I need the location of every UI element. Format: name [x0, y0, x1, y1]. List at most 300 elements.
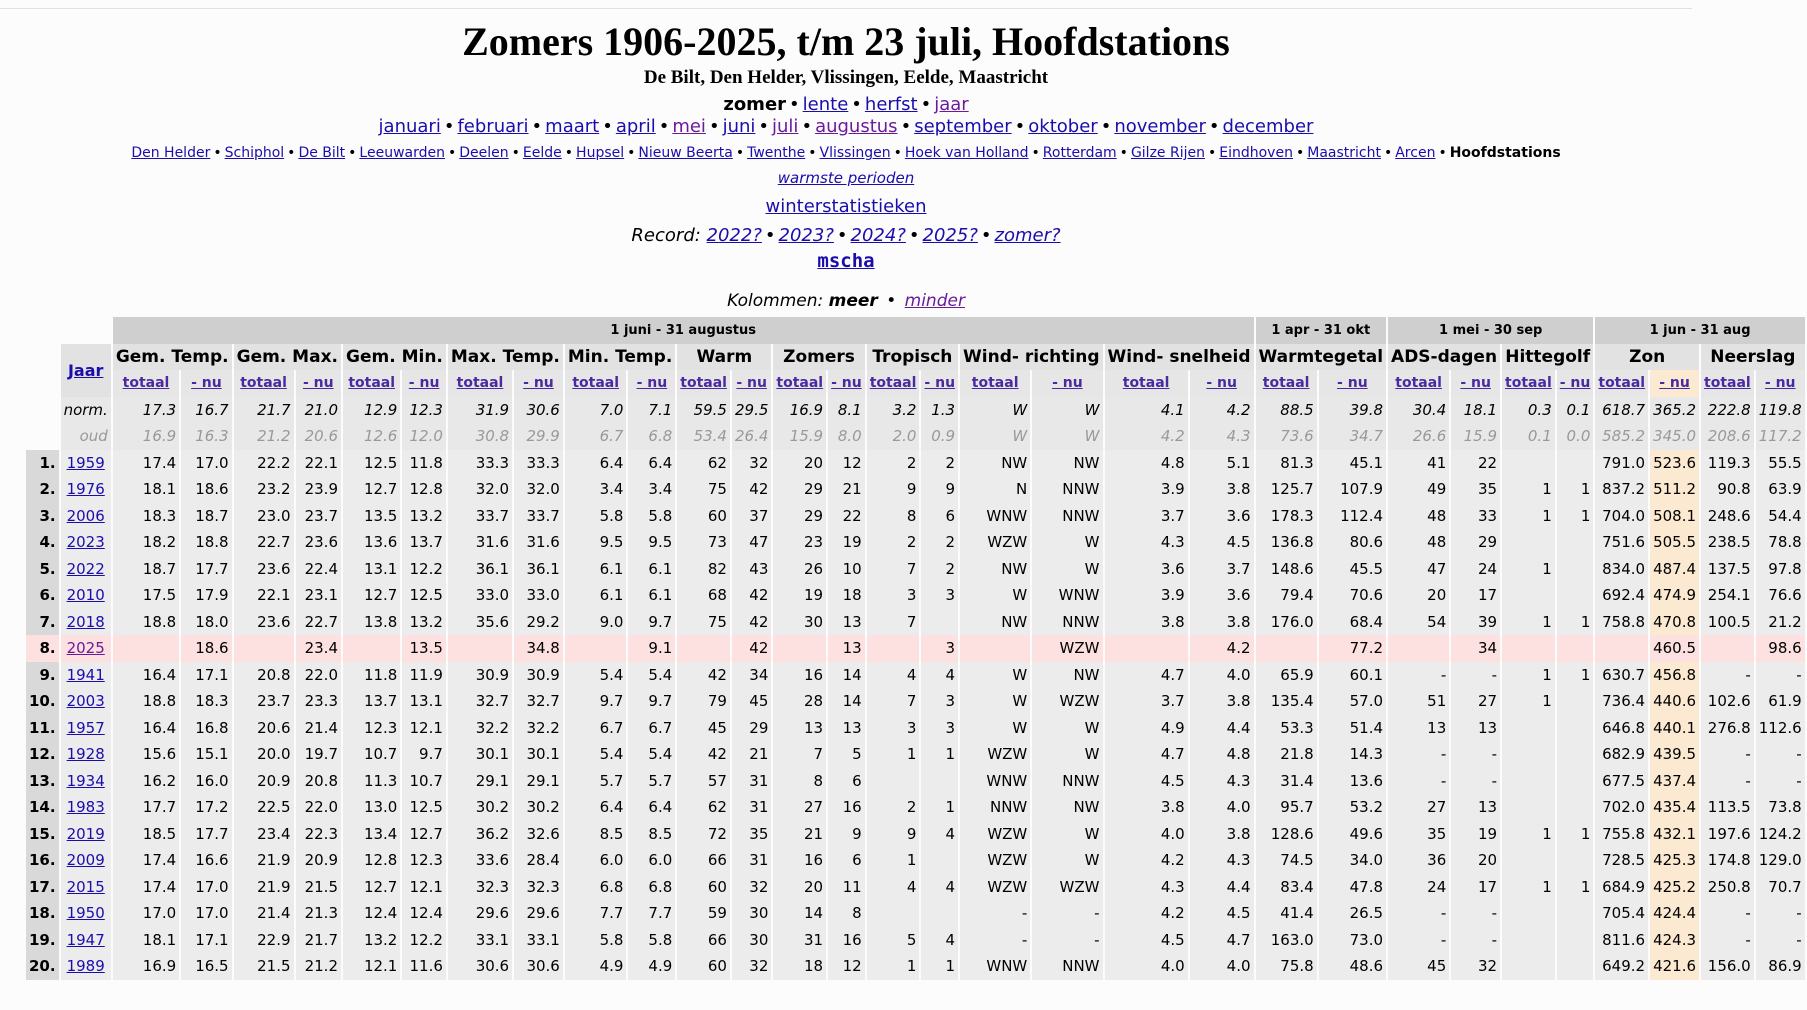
cell: 22.5	[234, 794, 294, 821]
record-link-2023[interactable]: 2023?	[778, 225, 834, 246]
cell	[677, 635, 730, 662]
cell: 4	[921, 821, 958, 848]
cell: 20.0	[234, 741, 294, 768]
cell: 9.5	[565, 529, 627, 556]
cell: 13	[1451, 715, 1500, 742]
cell: 70.6	[1319, 582, 1386, 609]
sort-cell	[343, 370, 400, 397]
cell: 70.7	[1756, 874, 1805, 901]
cell: 6.4	[565, 450, 627, 477]
year-cell	[61, 476, 111, 503]
station-link-hupsel[interactable]: Hupsel	[576, 145, 625, 161]
separator: •	[789, 94, 800, 115]
station-link-deelen[interactable]: Deelen	[459, 145, 509, 161]
cell: 178.3	[1256, 503, 1317, 530]
separator: •	[1383, 145, 1393, 161]
sort-cell	[1190, 370, 1254, 397]
jaar-header[interactable]	[61, 344, 111, 397]
cell: 692.4	[1595, 582, 1648, 609]
season-current-zomer: zomer	[723, 94, 787, 115]
cell: 21	[732, 741, 771, 768]
month-link-september[interactable]: september	[914, 116, 1012, 137]
cell: 32.2	[448, 715, 512, 742]
cell: 13.2	[402, 609, 446, 636]
cell: 12.8	[402, 476, 446, 503]
rank-cell: 12.	[26, 741, 59, 768]
cell: 585.2	[1595, 423, 1648, 450]
sort-tropisch-nu[interactable]: - nu	[924, 375, 956, 392]
cell: 22.7	[234, 529, 294, 556]
sort-warm-nu[interactable]: - nu	[736, 375, 767, 392]
sort-zon-nu[interactable]: - nu	[1659, 375, 1690, 392]
month-link-november[interactable]: november	[1114, 116, 1206, 137]
cell: 30.6	[448, 953, 512, 980]
season-link-lente[interactable]: lente	[802, 94, 849, 115]
cell: 18.8	[181, 529, 231, 556]
cell: 42	[677, 662, 730, 689]
cell: 5.7	[565, 768, 627, 795]
cell: 4.5	[1105, 768, 1188, 795]
station-link-hoek-van-holland[interactable]: Hoek van Holland	[904, 145, 1029, 161]
sort-gem-temp-nu[interactable]: - nu	[191, 375, 222, 392]
separator: •	[627, 145, 636, 161]
record-link-zomer[interactable]: zomer?	[994, 225, 1061, 246]
cell: 86.9	[1756, 953, 1805, 980]
cell: 78.8	[1756, 529, 1805, 556]
cell: 18.6	[181, 635, 231, 662]
cell: 12.7	[343, 582, 400, 609]
cell: 4.5	[1190, 529, 1254, 556]
cell: 23.0	[234, 503, 294, 530]
cell: 2.0	[867, 423, 920, 450]
sort-wind-richting-totaal[interactable]: totaal	[971, 375, 1019, 392]
cell: 45.1	[1319, 450, 1386, 477]
cell: 18.5	[113, 821, 179, 848]
cell	[234, 635, 294, 662]
sort-min-temp-totaal[interactable]: totaal	[572, 375, 620, 392]
year-link-1959[interactable]: 1959	[66, 453, 105, 472]
sort-zomers-nu[interactable]: - nu	[831, 375, 862, 392]
year-link-2022[interactable]: 2022	[66, 559, 105, 578]
cell: 9.7	[402, 741, 446, 768]
cell: 13	[773, 715, 826, 742]
cell	[773, 635, 826, 662]
cell: NW	[960, 450, 1030, 477]
cell: -	[1451, 768, 1500, 795]
sort-neerslag-totaal[interactable]: totaal	[1704, 375, 1751, 392]
cell	[1557, 927, 1594, 954]
table-row	[26, 821, 1805, 848]
year-link-2015[interactable]: 2015	[66, 877, 105, 896]
cell: 22.1	[234, 582, 294, 609]
cell	[921, 847, 958, 874]
sort-hittegolf-nu[interactable]: - nu	[1559, 375, 1591, 392]
cell: 18.8	[113, 688, 179, 715]
table-row	[26, 635, 1805, 662]
cell: 456.8	[1650, 662, 1699, 689]
cell: 197.6	[1701, 821, 1754, 848]
cell: 12.9	[343, 397, 400, 424]
year-cell	[61, 556, 111, 583]
cell	[343, 635, 400, 662]
cell: 7.7	[565, 900, 627, 927]
cell	[1557, 635, 1594, 662]
cell: 11.8	[402, 450, 446, 477]
cell: NNW	[1032, 953, 1102, 980]
separator: •	[801, 116, 813, 137]
year-link-2010[interactable]: 2010	[66, 586, 105, 605]
column-header-warm: Warm	[677, 344, 771, 371]
station-link-maastricht[interactable]: Maastricht	[1307, 145, 1381, 161]
cell: 88.5	[1256, 397, 1317, 424]
cell: 47	[1388, 556, 1449, 583]
cell: 22.0	[296, 662, 341, 689]
cell: 4.0	[1105, 821, 1188, 848]
sort-cell	[402, 370, 446, 397]
cell: 345.0	[1650, 423, 1699, 450]
rank-cell: 3.	[26, 503, 59, 530]
winterstatistieken-link[interactable]: winterstatistieken	[765, 196, 927, 217]
cell: 34.8	[514, 635, 563, 662]
year-link-1957[interactable]: 1957	[66, 718, 105, 737]
cell: 17.7	[181, 821, 231, 848]
month-link-augustus[interactable]: augustus	[815, 116, 898, 137]
cell: 17.9	[181, 582, 231, 609]
cell: 21.5	[296, 874, 341, 901]
sort-cell	[677, 370, 730, 397]
cell: 12	[828, 953, 865, 980]
cell: 18.3	[181, 688, 231, 715]
year-cell	[61, 529, 111, 556]
station-link-den-helder[interactable]: Den Helder	[131, 145, 211, 161]
month-link-maart[interactable]: maart	[545, 116, 600, 137]
sort-hittegolf-totaal[interactable]: totaal	[1505, 375, 1552, 392]
year-link-2019[interactable]: 2019	[66, 824, 105, 843]
cell: 18.1	[1451, 397, 1500, 424]
station-link-eindhoven[interactable]: Eindhoven	[1219, 145, 1293, 161]
year-link-2009[interactable]: 2009	[66, 851, 105, 870]
kolommen-meer: meer	[828, 291, 878, 311]
cell: -	[1388, 768, 1449, 795]
sort-cell	[1650, 370, 1699, 397]
cell: 34	[1451, 635, 1500, 662]
cell: 3.6	[1190, 503, 1254, 530]
cell: 12.5	[402, 794, 446, 821]
station-link-schiphol[interactable]: Schiphol	[224, 145, 285, 161]
table-row	[26, 609, 1805, 636]
cell: 21.0	[296, 397, 341, 424]
cell	[565, 635, 627, 662]
sort-zon-totaal[interactable]: totaal	[1598, 375, 1646, 392]
sort-zomers-totaal[interactable]: totaal	[776, 375, 824, 392]
sort-cell	[867, 370, 920, 397]
cell: 20.6	[296, 423, 341, 450]
cell: 13.1	[402, 688, 446, 715]
cell: W	[1032, 397, 1102, 424]
cell: 1	[1557, 476, 1594, 503]
year-link-1941[interactable]: 1941	[66, 665, 105, 684]
cell: 4.7	[1105, 741, 1188, 768]
year-cell	[61, 900, 111, 927]
sort-max-temp-nu[interactable]: - nu	[523, 375, 554, 392]
cell: 23.9	[296, 476, 341, 503]
sort-min-temp-nu[interactable]: - nu	[636, 375, 668, 392]
cell: 17.0	[181, 874, 231, 901]
station-link-leeuwarden[interactable]: Leeuwarden	[359, 145, 445, 161]
cell: 22.2	[234, 450, 294, 477]
cell	[1502, 900, 1555, 927]
cell: 704.0	[1595, 503, 1648, 530]
sort-max-temp-totaal[interactable]: totaal	[456, 375, 504, 392]
cell: -	[1451, 662, 1500, 689]
cell: W	[1032, 847, 1102, 874]
cell: 19.7	[296, 741, 341, 768]
cell: WZW	[960, 847, 1030, 874]
sort-gem-min-totaal[interactable]: totaal	[348, 375, 396, 392]
cell: 1	[921, 794, 958, 821]
sort-cell	[921, 370, 958, 397]
month-link-juli[interactable]: juli	[772, 116, 799, 137]
column-header-gem-min: Gem. Min.	[343, 344, 446, 371]
cell: 33.7	[448, 503, 512, 530]
year-link-1947[interactable]: 1947	[66, 930, 105, 949]
oud-row-label: oud	[61, 423, 111, 450]
month-link-oktober[interactable]: oktober	[1028, 116, 1098, 137]
cell: 63.9	[1756, 476, 1805, 503]
sort-cell	[960, 370, 1030, 397]
year-link-1928[interactable]: 1928	[66, 745, 105, 764]
cell: 6.1	[628, 556, 675, 583]
record-link-2024[interactable]: 2024?	[850, 225, 906, 246]
cell: 12.7	[343, 476, 400, 503]
rank-cell: 5.	[26, 556, 59, 583]
mscha-link[interactable]: mscha	[817, 250, 875, 272]
cell: 17.4	[113, 450, 179, 477]
cell: 128.6	[1256, 821, 1317, 848]
year-link-2023[interactable]: 2023	[66, 533, 105, 552]
station-link-vlissingen[interactable]: Vlissingen	[819, 145, 891, 161]
separator: •	[708, 116, 720, 137]
cell: 12.4	[343, 900, 400, 927]
sort-cell	[1032, 370, 1102, 397]
table-row	[26, 741, 1805, 768]
year-link-1989[interactable]: 1989	[66, 957, 105, 976]
cell: 129.0	[1756, 847, 1805, 874]
cell: 4.2	[1105, 900, 1188, 927]
sort-cell	[1756, 370, 1805, 397]
sort-ads-dagen-nu[interactable]: - nu	[1460, 375, 1491, 392]
year-link-1934[interactable]: 1934	[66, 771, 105, 790]
season-link-jaar[interactable]: jaar	[934, 94, 969, 115]
cell: 13	[1388, 715, 1449, 742]
month-link-juni[interactable]: juni	[722, 116, 756, 137]
cell: 6.8	[565, 874, 627, 901]
cell: 791.0	[1595, 450, 1648, 477]
sort-cell	[1595, 370, 1648, 397]
cell: 12.2	[402, 556, 446, 583]
table-row	[26, 662, 1805, 689]
station-link-rotterdam[interactable]: Rotterdam	[1042, 145, 1117, 161]
cell	[1557, 556, 1594, 583]
sort-cell	[1319, 370, 1386, 397]
cell: 31	[773, 927, 826, 954]
sort-wind-snelheid-nu[interactable]: - nu	[1206, 375, 1237, 392]
cell: 33.7	[514, 503, 563, 530]
cell: 21.8	[1256, 741, 1317, 768]
cell: 682.9	[1595, 741, 1648, 768]
cell: 33.1	[514, 927, 563, 954]
cell	[448, 635, 512, 662]
page-title: Zomers 1906-2025, t/m 23 juli, Hoofdstations	[462, 19, 1230, 64]
cell: 23.6	[234, 609, 294, 636]
month-link-mei[interactable]: mei	[672, 116, 706, 137]
sort-wind-snelheid-totaal[interactable]: totaal	[1122, 375, 1170, 392]
station-link-arcen[interactable]: Arcen	[1395, 145, 1436, 161]
cell: 511.2	[1650, 476, 1699, 503]
cell: 33.1	[448, 927, 512, 954]
cell: 51	[1388, 688, 1449, 715]
kolommen-minder-link[interactable]: minder	[904, 291, 965, 311]
sort-warmtegetal-totaal[interactable]: totaal	[1262, 375, 1310, 392]
cell: 90.8	[1701, 476, 1754, 503]
station-link-eelde[interactable]: Eelde	[522, 145, 562, 161]
separator: •	[900, 116, 912, 137]
sort-gem-max-nu[interactable]: - nu	[302, 375, 334, 392]
month-link-januari[interactable]: januari	[378, 116, 441, 137]
station-link-de-bilt[interactable]: De Bilt	[298, 145, 346, 161]
year-link-1983[interactable]: 1983	[66, 798, 105, 817]
rank-cell: 11.	[26, 715, 59, 742]
cell: 3	[921, 688, 958, 715]
station-link-twenthe[interactable]: Twenthe	[747, 145, 806, 161]
cell: 4.4	[1190, 874, 1254, 901]
cell: 22	[828, 503, 865, 530]
sort-gem-min-nu[interactable]: - nu	[408, 375, 440, 392]
cell: 834.0	[1595, 556, 1648, 583]
cell: 1	[921, 953, 958, 980]
sort-cell	[1502, 370, 1555, 397]
cell: 505.5	[1650, 529, 1699, 556]
year-link-1976[interactable]: 1976	[66, 480, 105, 499]
cell: 16.0	[181, 768, 231, 795]
rank-cell: 20.	[26, 953, 59, 980]
cell: 30.8	[448, 423, 512, 450]
station-link-gilze-rijen[interactable]: Gilze Rijen	[1130, 145, 1205, 161]
cell: 728.5	[1595, 847, 1648, 874]
separator: •	[808, 145, 817, 161]
cell: 57.0	[1319, 688, 1386, 715]
year-link-2018[interactable]: 2018	[66, 612, 105, 631]
cell: 45	[1388, 953, 1449, 980]
cell: 29.6	[514, 900, 563, 927]
year-cell	[61, 953, 111, 980]
sort-tropisch-totaal[interactable]: totaal	[869, 375, 917, 392]
record-link-2025[interactable]: 2025?	[922, 225, 978, 246]
sort-ads-dagen-totaal[interactable]: totaal	[1395, 375, 1442, 392]
sort-gem-max-totaal[interactable]: totaal	[240, 375, 287, 392]
cell: 20.9	[296, 847, 341, 874]
cell: 30.6	[514, 953, 563, 980]
year-link-2025[interactable]: 2025	[66, 639, 105, 658]
separator: •	[1295, 145, 1305, 161]
page-header	[0, 18, 1692, 65]
column-header-gem-temp: Gem. Temp.	[113, 344, 232, 371]
cell: 508.1	[1650, 503, 1699, 530]
month-link-december[interactable]: december	[1222, 116, 1314, 137]
cell: W	[1032, 821, 1102, 848]
cell: 75	[677, 609, 730, 636]
sort-warm-totaal[interactable]: totaal	[680, 375, 727, 392]
cell: 1	[1557, 874, 1594, 901]
cell: -	[1701, 662, 1754, 689]
cell: 16.9	[113, 423, 179, 450]
year-link-2006[interactable]: 2006	[66, 506, 105, 525]
warmste-perioden-link[interactable]: warmste perioden	[777, 169, 915, 187]
cell: 76.6	[1756, 582, 1805, 609]
season-link-herfst[interactable]: herfst	[864, 94, 918, 115]
sort-cell	[113, 370, 179, 397]
cell	[921, 768, 958, 795]
cell: 17.0	[181, 450, 231, 477]
separator: •	[1014, 116, 1026, 137]
rank-cell: 18.	[26, 900, 59, 927]
cell: 176.0	[1256, 609, 1317, 636]
cell: 5.4	[628, 741, 675, 768]
month-link-april[interactable]: april	[615, 116, 656, 137]
sort-neerslag-nu[interactable]: - nu	[1764, 375, 1796, 392]
cell: 18.1	[113, 476, 179, 503]
year-link-2003[interactable]: 2003	[66, 692, 105, 711]
cell: 8.5	[628, 821, 675, 848]
column-header-warmtegetal: Warmtegetal	[1256, 344, 1387, 371]
cell: 11.3	[343, 768, 400, 795]
cell	[1557, 953, 1594, 980]
cell: 30.9	[448, 662, 512, 689]
separator: •	[448, 145, 457, 161]
cell: 208.6	[1701, 423, 1754, 450]
cell	[1502, 847, 1555, 874]
cell: WZW	[960, 741, 1030, 768]
year-cell	[61, 635, 111, 662]
table-row	[26, 582, 1805, 609]
jaar-sort-link[interactable]: Jaar	[67, 360, 104, 380]
year-link-1950[interactable]: 1950	[66, 904, 105, 923]
cell: 16.4	[113, 662, 179, 689]
cell: 26.6	[1388, 423, 1449, 450]
cell: 30.9	[514, 662, 563, 689]
sort-wind-richting-nu[interactable]: - nu	[1052, 375, 1083, 392]
kolommen-label: Kolommen:	[727, 291, 824, 311]
sort-cell	[514, 370, 563, 397]
cell: 24	[1388, 874, 1449, 901]
cell: 21.3	[296, 900, 341, 927]
cell: 30	[773, 609, 826, 636]
cell: -	[1756, 768, 1805, 795]
cell: 72	[677, 821, 730, 848]
cell: -	[1451, 927, 1500, 954]
station-link-nieuw-beerta[interactable]: Nieuw Beerta	[638, 145, 733, 161]
month-link-februari[interactable]: februari	[457, 116, 529, 137]
record-link-2022[interactable]: 2022?	[706, 225, 762, 246]
cell	[1502, 927, 1555, 954]
year-cell	[61, 688, 111, 715]
cell: 124.2	[1756, 821, 1805, 848]
cell: 80.6	[1319, 529, 1386, 556]
sort-gem-temp-totaal[interactable]: totaal	[122, 375, 170, 392]
sort-warmtegetal-nu[interactable]: - nu	[1337, 375, 1368, 392]
cell: WZW	[1032, 688, 1102, 715]
cell: 17.3	[113, 397, 179, 424]
